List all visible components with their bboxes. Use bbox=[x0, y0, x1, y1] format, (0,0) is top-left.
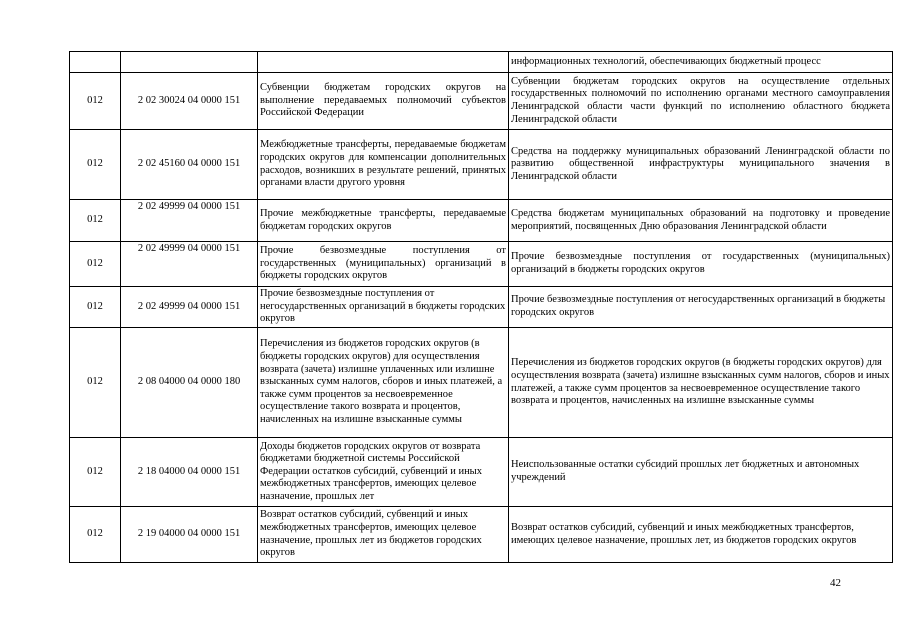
admin-code-cell: 012 bbox=[70, 200, 121, 242]
table-row bbox=[70, 287, 893, 328]
revenue-code-cell: 2 18 04000 04 0000 151 bbox=[121, 438, 258, 507]
table-row bbox=[70, 328, 893, 438]
revenue-purpose-cell: информационных технологий, обеспечивающих бюджетный процесс bbox=[509, 52, 893, 73]
admin-code-cell: 012 bbox=[70, 507, 121, 563]
revenue-name-cell: Субвенции бюджетам городских округов на выполнение передаваемых полномочий субъектов Российской Федерации bbox=[258, 73, 509, 130]
admin-code-cell: 012 bbox=[70, 287, 121, 328]
revenue-purpose-cell: Перечисления из бюджетов городских округов (в бюджеты городских округов) для осуществления возврата (зачета) излишне взысканных сумм налогов, сборов и иных платежей, а также сумм процентов за несвоевременное осуществление такого возврата и процентов, начисленных на излишне взысканные суммы bbox=[509, 328, 893, 438]
revenue-code-cell: 2 02 49999 04 0000 151 bbox=[121, 242, 258, 287]
revenue-purpose-cell: Средства на поддержку муниципальных образований Ленинградской области по развитию общественной инфраструктуры муниципального значения в Ленинградской области bbox=[509, 130, 893, 200]
revenue-name-cell bbox=[258, 52, 509, 73]
revenue-purpose-cell: Неиспользованные остатки субсидий прошлых лет бюджетных и автономных учреждений bbox=[509, 438, 893, 507]
revenue-code-cell: 2 19 04000 04 0000 151 bbox=[121, 507, 258, 563]
admin-code-cell: 012 bbox=[70, 73, 121, 130]
table-row bbox=[70, 507, 893, 563]
revenue-purpose-cell: Субвенции бюджетам городских округов на осуществление отдельных государственных полномочий по исполнению органами местного самоуправления Ленинградской области части функций по исполнению областного бюджета Ленинградской области bbox=[509, 73, 893, 130]
revenue-name-cell: Межбюджетные трансферты, передаваемые бюджетам городских округов для компенсации дополнительных расходов, возникших в результате решений, принятых органами власти другого уровня bbox=[258, 130, 509, 200]
table-row bbox=[70, 242, 893, 287]
revenue-name-cell: Доходы бюджетов городских округов от возврата бюджетами бюджетной системы Российской Федерации остатков субсидий, субвенций и иных межбюджетных трансфертов, имеющих целевое назначение, прошлых лет bbox=[258, 438, 509, 507]
revenue-purpose-cell: Прочие безвозмездные поступления от государственных (муниципальных) организаций в бюджеты городских округов bbox=[509, 242, 893, 287]
admin-code-cell: 012 bbox=[70, 130, 121, 200]
admin-code-cell: 012 bbox=[70, 328, 121, 438]
revenue-name-cell: Перечисления из бюджетов городских округов (в бюджеты городских округов) для осуществления возврата (зачета) излишне уплаченных или излишне взысканных сумм налогов, сборов и иных платежей, а также сумм процентов за несвоевременное осуществление такого возврата и процентов, начисленных на излишне взысканные суммы bbox=[258, 328, 509, 438]
revenue-name-cell: Прочие безвозмездные поступления от негосударственных организаций в бюджеты городских округов bbox=[258, 287, 509, 328]
admin-code-cell: 012 bbox=[70, 242, 121, 287]
page-number: 42 bbox=[830, 577, 841, 589]
table-row bbox=[70, 438, 893, 507]
table-row bbox=[70, 52, 893, 73]
revenue-code-cell: 2 02 49999 04 0000 151 bbox=[121, 200, 258, 242]
revenue-name-cell: Прочие безвозмездные поступления от государственных (муниципальных) организаций в бюджеты городских округов bbox=[258, 242, 509, 287]
budget-revenue-table bbox=[69, 51, 893, 563]
revenue-code-cell bbox=[121, 52, 258, 73]
revenue-name-cell: Возврат остатков субсидий, субвенций и иных межбюджетных трансфертов, имеющих целевое назначение, прошлых лет из бюджетов городских округов bbox=[258, 507, 509, 563]
revenue-name-cell: Прочие межбюджетные трансферты, передаваемые бюджетам городских округов bbox=[258, 200, 509, 242]
table-row bbox=[70, 73, 893, 130]
admin-code-cell bbox=[70, 52, 121, 73]
revenue-code-cell: 2 02 30024 04 0000 151 bbox=[121, 73, 258, 130]
revenue-code-cell: 2 02 49999 04 0000 151 bbox=[121, 287, 258, 328]
admin-code-cell: 012 bbox=[70, 438, 121, 507]
table-row bbox=[70, 200, 893, 242]
revenue-purpose-cell: Прочие безвозмездные поступления от негосударственных организаций в бюджеты городских округов bbox=[509, 287, 893, 328]
revenue-purpose-cell: Возврат остатков субсидий, субвенций и иных межбюджетных трансфертов, имеющих целевое назначение, прошлых лет, из бюджетов городских округов bbox=[509, 507, 893, 563]
revenue-code-cell: 2 02 45160 04 0000 151 bbox=[121, 130, 258, 200]
revenue-purpose-cell: Средства бюджетам муниципальных образований на подготовку и проведение мероприятий, посвященных Дню образования Ленинградской области bbox=[509, 200, 893, 242]
table-row bbox=[70, 130, 893, 200]
revenue-code-cell: 2 08 04000 04 0000 180 bbox=[121, 328, 258, 438]
